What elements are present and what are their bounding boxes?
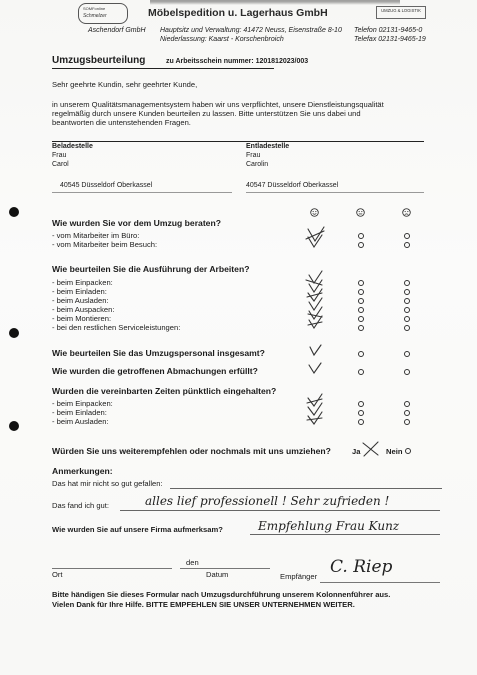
logo-line1: SOMFonline — [83, 6, 106, 11]
handwritten-checkmarks — [300, 225, 330, 435]
question-item: - beim Einladen: — [52, 287, 107, 296]
loading-label: Beladestelle — [52, 143, 93, 150]
datum-line — [180, 568, 270, 569]
liked-label: Das fand ich gut: — [52, 501, 109, 510]
rating-radio[interactable] — [404, 410, 410, 416]
address-top-rule — [52, 141, 424, 142]
rating-radio[interactable] — [358, 401, 364, 407]
salutation: Sehr geehrte Kundin, sehr geehrter Kunde, — [52, 80, 198, 89]
answer-no-radio[interactable] — [405, 448, 411, 454]
rating-radio[interactable] — [404, 351, 410, 357]
empfaenger-label: Empfänger — [280, 572, 318, 581]
signature-line — [320, 582, 440, 583]
unloading-salutation: Frau — [246, 152, 261, 159]
question-item: - beim Einpacken: — [52, 278, 113, 287]
rating-radio[interactable] — [358, 325, 364, 331]
question-item: - bei den restlichen Serviceleistungen: — [52, 323, 181, 332]
rating-radio[interactable] — [358, 289, 364, 295]
rating-radio[interactable] — [358, 419, 364, 425]
unloading-name: Carolin — [246, 161, 269, 168]
rating-radio[interactable] — [404, 316, 410, 322]
footer-line: Bitte händigen Sie dieses Formular nach Umzugsdurchführung unserem Kolonnenführer aus. — [52, 590, 391, 599]
rating-radio[interactable] — [404, 289, 410, 295]
punch-hole — [9, 421, 19, 431]
address-rule — [52, 192, 232, 193]
logo-line2: Schmelzer — [83, 13, 107, 19]
happy-face-icon — [310, 208, 319, 217]
handwritten-signature: C. Riep — [330, 557, 393, 577]
handwritten-cross-yes — [360, 440, 382, 458]
question-item: - vom Mitarbeiter beim Besuch: — [52, 240, 158, 249]
rating-radio[interactable] — [404, 280, 410, 286]
address-rule — [246, 192, 424, 193]
question-consultation: Wie wurden Sie vor dem Umzug beraten? — [52, 218, 221, 228]
disliked-label: Das hat mir nicht so gut gefallen: — [52, 479, 163, 488]
punch-hole — [9, 207, 19, 217]
question-item: - beim Einpacken: — [52, 399, 113, 408]
question-recommend: Würden Sie uns weiterempfehlen oder nochmals mit uns umziehen? — [52, 446, 331, 456]
disliked-answer-line — [170, 488, 442, 489]
den-label: den — [186, 558, 199, 567]
title-underline — [52, 68, 274, 69]
question-execution: Wie beurteilen Sie die Ausführung der Arbeiten? — [52, 264, 250, 274]
rating-radio[interactable] — [358, 280, 364, 286]
rating-radio[interactable] — [358, 307, 364, 313]
company-logo — [78, 3, 128, 24]
rating-radio[interactable] — [404, 233, 410, 239]
punch-hole — [9, 328, 19, 338]
intro-line: regelmäßig durch unsere Kunden beurteilen zu lassen. Bitte unterstützen Sie uns dabei und — [52, 109, 361, 118]
rating-radio[interactable] — [404, 419, 410, 425]
logistics-badge: UMZUG & LOGISTIK — [376, 6, 426, 19]
footer-line: Vielen Dank für Ihre Hilfe. BITTE EMPFEHLEN SIE UNSER UNTERNEHMEN WEITER. — [52, 600, 355, 609]
rating-radio[interactable] — [404, 369, 410, 375]
loading-name: Carol — [52, 161, 69, 168]
rating-radio[interactable] — [404, 298, 410, 304]
rating-radio[interactable] — [358, 316, 364, 322]
question-item: - beim Auspacken: — [52, 305, 115, 314]
rating-radio[interactable] — [358, 410, 364, 416]
subsidiary-name: Aschendorf GmbH — [88, 27, 146, 34]
intro-line: in unserem Qualitätsmanagementsystem haben wir uns verpflichtet, unsere Dienstleistungsqualität — [52, 100, 384, 109]
sad-face-icon — [402, 208, 411, 217]
rating-radio[interactable] — [358, 351, 364, 357]
rating-radio[interactable] — [358, 369, 364, 375]
branch-address: Niederlassung: Kaarst - Korschenbroich — [160, 36, 284, 43]
neutral-face-icon — [356, 208, 365, 217]
rating-radio[interactable] — [404, 401, 410, 407]
question-staff: Wie beurteilen Sie das Umzugspersonal insgesamt? — [52, 348, 265, 358]
question-agreements: Wie wurden die getroffenen Abmachungen erfüllt? — [52, 366, 258, 376]
question-item: - beim Einladen: — [52, 408, 107, 417]
loading-salutation: Frau — [52, 152, 67, 159]
answer-yes-label: Ja — [352, 447, 361, 456]
rating-radio[interactable] — [404, 325, 410, 331]
cut-off-letterhead — [150, 0, 400, 5]
source-answer-line — [250, 534, 440, 535]
rating-radio[interactable] — [404, 307, 410, 313]
rating-radio[interactable] — [358, 233, 364, 239]
question-item: - beim Ausladen: — [52, 417, 109, 426]
main-address: Hauptsitz und Verwaltung: 41472 Neuss, Eisenstraße 8-10 — [160, 27, 342, 34]
unloading-label: Entladestelle — [246, 143, 290, 150]
question-timeliness: Wurden die vereinbarten Zeiten pünktlich eingehalten? — [52, 386, 277, 396]
datum-label: Datum — [206, 570, 229, 579]
source-answer-handwritten: Empfehlung Frau Kunz — [258, 519, 400, 533]
order-reference: zu Arbeitsschein nummer: 1201812023/003 — [166, 58, 309, 65]
question-item: - vom Mitarbeiter im Büro: — [52, 231, 140, 240]
company-name: Möbelspedition u. Lagerhaus GmbH — [148, 7, 328, 19]
intro-line: beantworten die untenstehenden Fragen. — [52, 118, 191, 127]
fax-number: Telefax 02131-9465-19 — [354, 36, 426, 43]
question-item: - beim Montieren: — [52, 314, 112, 323]
rating-radio[interactable] — [404, 242, 410, 248]
answer-no-label: Nein — [386, 447, 403, 456]
unloading-city: 40547 Düsseldorf Oberkassel — [246, 182, 339, 189]
liked-answer-line — [120, 510, 440, 511]
form-title: Umzugsbeurteilung — [52, 55, 146, 66]
remarks-heading: Anmerkungen: — [52, 466, 113, 476]
rating-radio[interactable] — [358, 242, 364, 248]
loading-city: 40545 Düsseldorf Oberkassel — [60, 182, 153, 189]
ort-label: Ort — [52, 570, 63, 579]
rating-radio[interactable] — [358, 298, 364, 304]
question-item: - beim Ausladen: — [52, 296, 109, 305]
ort-line — [52, 568, 172, 569]
phone-number: Telefon 02131-9465-0 — [354, 27, 423, 34]
liked-answer-handwritten: alles lief professionell ! Sehr zufrieden ! — [145, 494, 390, 508]
source-label: Wie wurden Sie auf unsere Firma aufmerksam? — [52, 525, 223, 534]
